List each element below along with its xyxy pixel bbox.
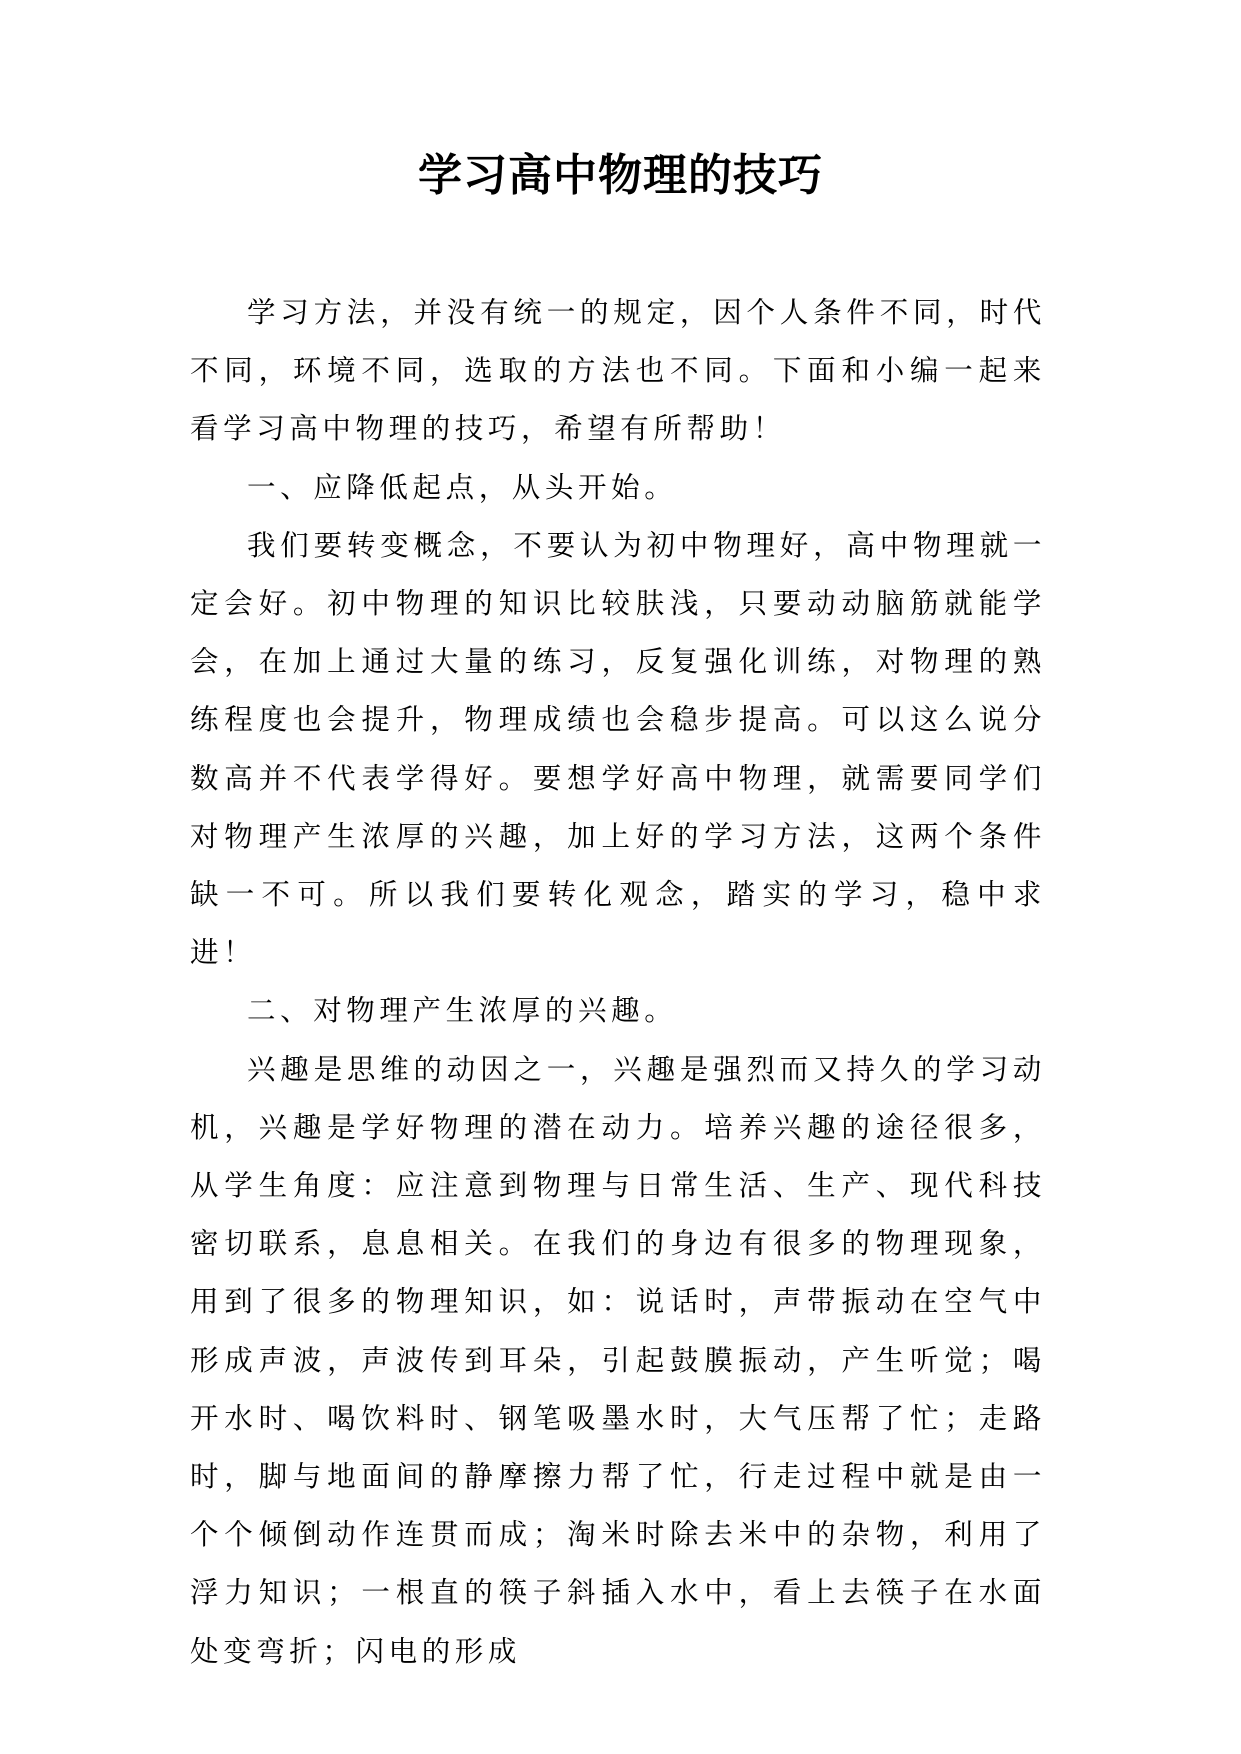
document-body <box>190 284 1046 1681</box>
section-heading-2: 二、对物理产生浓厚的兴趣。 <box>247 994 678 1028</box>
body-paragraph: 兴趣是思维的动因之一，兴趣是强烈而又持久的学习动机，兴趣是学好物理的潜在动力。培养兴趣的途径很多，从学生角度：应注意到物理与日常生活、生产、现代科技密切联系，息息相关。在我们的身边有很多的物理现象，用到了很多的物理知识，如：说话时，声带振动在空气中形成声波，声波传到耳朵，引起鼓膜振动，产生听觉；喝开水时、喝饮料时、钢笔吸墨水时，大气压帮了忙；走路时，脚与地面间的静摩擦力帮了忙，行走过程中就是由一个个倾倒动作连贯而成；淘米时除去米中的杂物，利用了浮力知识；一根直的筷子斜插入水中，看上去筷子在水面处变弯折；闪电的形成 <box>190 1052 1046 1668</box>
body-paragraph: 我们要转变概念，不要认为初中物理好，高中物理就一定会好。初中物理的知识比较肤浅，只要动动脑筋就能学会，在加上通过大量的练习，反复强化训练，对物理的熟练程度也会提升，物理成绩也会稳步提高。可以这么说分数高并不代表学得好。要想学好高中物理，就需要同学们对物理产生浓厚的兴趣，加上好的学习方法，这两个条件缺一不可。所以我们要转化观念，踏实的学习，稳中求进！ <box>190 528 1046 970</box>
document-title: 学习高中物理的技巧 <box>418 150 823 201</box>
intro-paragraph: 学习方法，并没有统一的规定，因个人条件不同，时代不同，环境不同，选取的方法也不同。下面和小编一起来看学习高中物理的技巧，希望有所帮助！ <box>190 296 1046 446</box>
section-heading-1: 一、应降低起点，从头开始。 <box>247 470 678 504</box>
